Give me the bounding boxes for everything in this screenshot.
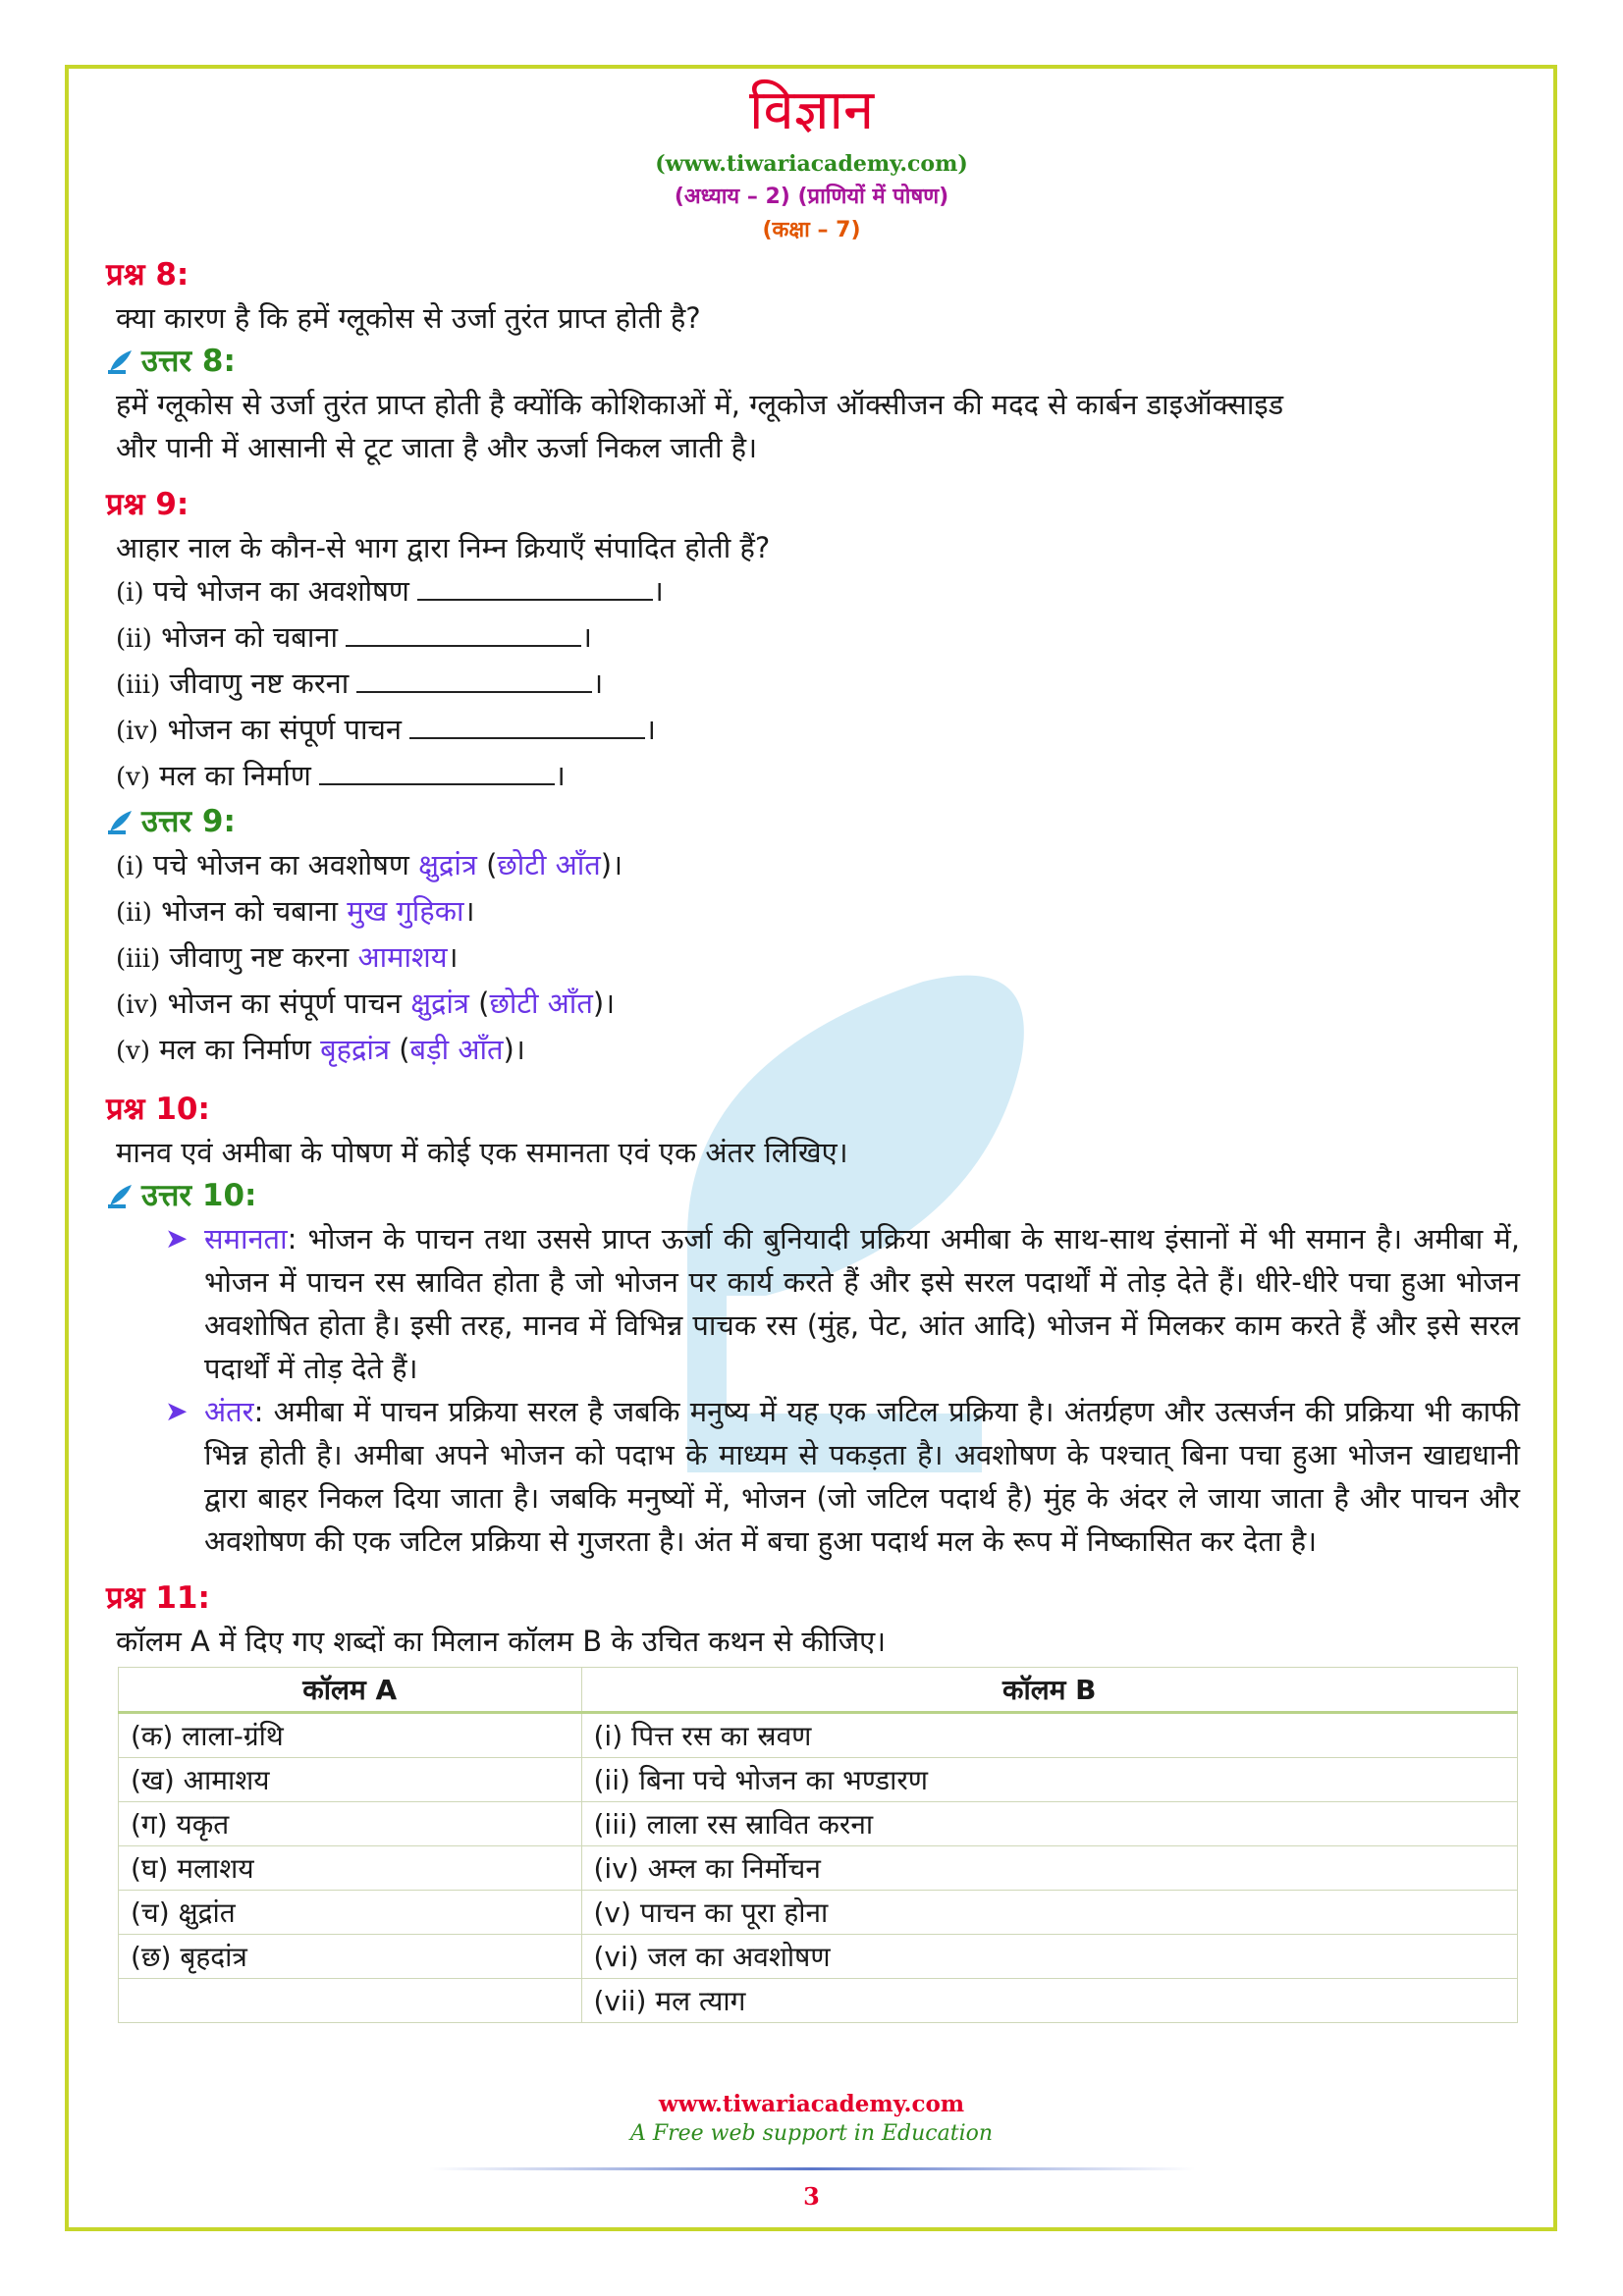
answer-term: मुख गुहिका bbox=[347, 894, 464, 928]
answer-10-heading bbox=[106, 1174, 1520, 1217]
item-end: । bbox=[652, 574, 664, 608]
answer-blank bbox=[409, 708, 645, 739]
table-row bbox=[119, 1846, 1518, 1891]
item-end: । bbox=[554, 759, 566, 792]
difference-paragraph bbox=[204, 1390, 1520, 1563]
answer-8-label: उत्तर 8: bbox=[141, 344, 236, 379]
item-text: भोजन का संपूर्ण पाचन bbox=[167, 987, 403, 1020]
answer-9-item bbox=[106, 935, 1520, 982]
answer-term: क्षुद्रांत्र bbox=[418, 848, 477, 881]
answer-term: क्षुद्रांत्र bbox=[410, 987, 469, 1020]
quill-icon bbox=[106, 807, 135, 836]
answer-10-label: उत्तर 10: bbox=[141, 1178, 257, 1213]
item-number: (i) bbox=[116, 578, 144, 608]
item-text: जीवाणु नष्ट करना bbox=[169, 667, 350, 700]
header-site-link[interactable]: (www.tiwariacademy.com) bbox=[655, 151, 968, 177]
table-row bbox=[119, 1802, 1518, 1846]
column-b-cell: (i) पित्त रस का स्रवण bbox=[581, 1713, 1518, 1758]
page-number: 3 bbox=[803, 2182, 820, 2211]
question-9-item bbox=[106, 662, 1520, 708]
column-a-header: कॉलम A bbox=[119, 1668, 582, 1713]
item-text: भोजन का संपूर्ण पाचन bbox=[167, 713, 403, 746]
question-8-text: क्या कारण है कि हमें ग्लूकोस से उर्जा तुरंत प्राप्त होती है? bbox=[116, 301, 701, 335]
item-end: । bbox=[580, 620, 592, 654]
answer-9-label: उत्तर 9: bbox=[141, 804, 236, 839]
answer-9-item bbox=[106, 889, 1520, 935]
class-line: (कक्षा – 7) bbox=[762, 218, 861, 242]
answer-9-item bbox=[106, 982, 1520, 1028]
item-text: पचे भोजन का अवशोषण bbox=[152, 848, 409, 881]
item-end: )। bbox=[503, 1033, 525, 1066]
item-end: । bbox=[592, 667, 604, 700]
item-number: (v) bbox=[116, 1037, 150, 1066]
item-end: )। bbox=[592, 987, 616, 1020]
column-a-cell: (ख) आमाशय bbox=[119, 1758, 582, 1802]
footer-site-link[interactable]: www.tiwariacademy.com bbox=[658, 2091, 965, 2117]
page-header bbox=[0, 79, 1623, 243]
difference-label: अंतर bbox=[204, 1395, 254, 1428]
column-a-cell: (ग) यकृत bbox=[119, 1802, 582, 1846]
answer-term-alt: छोटी आँत bbox=[497, 848, 601, 881]
question-9-item bbox=[106, 569, 1520, 615]
answer-9-item bbox=[106, 843, 1520, 889]
item-number: (ii) bbox=[116, 624, 152, 654]
table-row bbox=[119, 1979, 1518, 2023]
column-b-cell: (iv) अम्ल का निर्मोचन bbox=[581, 1846, 1518, 1891]
question-9-item bbox=[106, 615, 1520, 662]
column-b-header: कॉलम B bbox=[581, 1668, 1518, 1713]
question-11-label: प्रश्न 11: bbox=[106, 1580, 210, 1616]
item-number: (v) bbox=[116, 763, 150, 792]
item-text: मल का निर्माण bbox=[159, 759, 311, 792]
answer-term: बृहद्रांत्र bbox=[320, 1033, 390, 1066]
footer-divider bbox=[429, 2167, 1195, 2170]
item-text: मल का निर्माण bbox=[159, 1033, 311, 1066]
similarity-bullet bbox=[106, 1217, 1520, 1390]
answer-blank bbox=[417, 569, 653, 601]
answer-9-item bbox=[106, 1028, 1520, 1074]
item-number: (iv) bbox=[116, 717, 159, 746]
item-text: भोजन को चबाना bbox=[161, 620, 338, 654]
column-a-cell: (च) क्षुद्रांत bbox=[119, 1891, 582, 1935]
question-9-label: प्रश्न 9: bbox=[106, 487, 189, 522]
question-9-item bbox=[106, 708, 1520, 754]
item-text: जीवाणु नष्ट करना bbox=[169, 940, 350, 974]
footer-tagline: A Free web support in Education bbox=[629, 2121, 994, 2146]
question-10-text: मानव एवं अमीबा के पोषण में कोई एक समानता एवं एक अंतर लिखिए। bbox=[116, 1136, 848, 1169]
similarity-text: : भोजन के पाचन तथा उससे प्राप्त ऊर्जा की बुनियादी प्रक्रिया अमीबा के साथ-साथ इंसानों में भी समान है। अमीबा में, भोजन में पाचन रस स्रावित होता है जो भोजन पर कार्य करते हैं और इसे सरल पदार्थों में तोड़ देते हैं। धीरे-धीरे पचा हुआ भोजन अवशोषित होता है। इसी तरह, मानव में विभिन्न पाचक रस (मुंह, पेट, आंत आदि) भोजन में मिलकर काम करते हैं और इसे सरल पदार्थों में तोड़ देते हैं। bbox=[204, 1222, 1520, 1385]
item-number: (iii) bbox=[116, 944, 161, 974]
answer-8-line-1: हमें ग्लूकोस से उर्जा तुरंत प्राप्त होती है क्योंकि कोशिकाओं में, ग्लूकोज ऑक्सीजन की मदद से कार्बन डाइऑक्साइड bbox=[116, 388, 1284, 421]
table-row bbox=[119, 1713, 1518, 1758]
paren-open: ( bbox=[478, 987, 490, 1020]
question-10-label: प्रश्न 10: bbox=[106, 1092, 210, 1127]
question-9-item bbox=[106, 754, 1520, 800]
page-footer bbox=[0, 2091, 1623, 2211]
column-b-cell: (vii) मल त्याग bbox=[581, 1979, 1518, 2023]
paren-open: ( bbox=[399, 1033, 410, 1066]
item-text: भोजन को चबाना bbox=[161, 894, 338, 928]
table-header-row bbox=[119, 1668, 1518, 1713]
column-b-cell: (v) पाचन का पूरा होना bbox=[581, 1891, 1518, 1935]
table-row bbox=[119, 1891, 1518, 1935]
answer-8-heading bbox=[106, 340, 1520, 383]
paren-open: ( bbox=[486, 848, 498, 881]
similarity-paragraph bbox=[204, 1217, 1520, 1390]
quill-icon bbox=[106, 1181, 135, 1210]
answer-term: आमाशय bbox=[357, 940, 448, 974]
arrow-bullet-icon: ➤ bbox=[165, 1395, 189, 1427]
column-b-cell: (iii) लाला रस स्रावित करना bbox=[581, 1802, 1518, 1846]
answer-term-alt: बड़ी आँत bbox=[409, 1033, 504, 1066]
main-content bbox=[106, 253, 1520, 2023]
column-a-cell bbox=[119, 1979, 582, 2023]
difference-bullet bbox=[106, 1390, 1520, 1563]
item-text: पचे भोजन का अवशोषण bbox=[152, 574, 409, 608]
question-8-label: प्रश्न 8: bbox=[106, 257, 189, 293]
item-number: (ii) bbox=[116, 898, 152, 928]
answer-blank bbox=[319, 754, 555, 785]
similarity-label: समानता bbox=[204, 1222, 288, 1255]
difference-text: : अमीबा में पाचन प्रक्रिया सरल है जबकि मनुष्य में यह एक जटिल प्रक्रिया है। अंतर्ग्रहण और उत्सर्जन की प्रक्रिया भी काफी भिन्न होती है। अमीबा अपने भोजन को पदाभ के माध्यम से पकड़ता है। अवशोषण के पश्चात् बिना पचा हुआ भोजन खाद्यधानी द्वारा बाहर निकल दिया जाता है। जबकि मनुष्यों में, भोजन (जो जटिल पदार्थ है) मुंह के अंदर ले जाया जाता है और पाचन और अवशोषण की एक जटिल प्रक्रिया से गुजरता है। अंत में बचा हुआ पदार्थ मल के रूप में निष्कासित कर देता है। bbox=[204, 1395, 1520, 1558]
column-b-cell: (vi) जल का अवशोषण bbox=[581, 1935, 1518, 1979]
arrow-bullet-icon: ➤ bbox=[165, 1222, 189, 1255]
column-b-cell: (ii) बिना पचे भोजन का भण्डारण bbox=[581, 1758, 1518, 1802]
matching-table bbox=[118, 1667, 1518, 2023]
table-row bbox=[119, 1935, 1518, 1979]
table-row bbox=[119, 1758, 1518, 1802]
column-a-cell: (छ) बृहदांत्र bbox=[119, 1935, 582, 1979]
column-a-cell: (क) लाला-ग्रंथि bbox=[119, 1713, 582, 1758]
answer-term-alt: छोटी आँत bbox=[489, 987, 593, 1020]
quill-icon bbox=[106, 347, 135, 376]
item-end: )। bbox=[600, 848, 623, 881]
answer-9-heading bbox=[106, 800, 1520, 843]
subject-title: विज्ञान bbox=[748, 79, 875, 142]
item-end: । bbox=[463, 894, 475, 928]
chapter-line: (अध्याय – 2) (प्राणियों में पोषण) bbox=[674, 185, 949, 209]
item-end: । bbox=[447, 940, 459, 974]
answer-blank bbox=[356, 662, 592, 693]
question-11-text: कॉलम A में दिए गए शब्दों का मिलान कॉलम B के उचित कथन से कीजिए। bbox=[116, 1625, 887, 1658]
answer-blank bbox=[346, 615, 581, 647]
item-number: (iv) bbox=[116, 990, 159, 1020]
question-9-text: आहार नाल के कौन-से भाग द्वारा निम्न क्रियाएँ संपादित होती हैं? bbox=[116, 531, 771, 564]
column-a-cell: (घ) मलाशय bbox=[119, 1846, 582, 1891]
item-number: (i) bbox=[116, 852, 144, 881]
item-end: । bbox=[645, 713, 657, 746]
item-number: (iii) bbox=[116, 670, 161, 700]
answer-8-line-2: और पानी में आसानी से टूट जाता है और ऊर्जा निकल जाती है। bbox=[116, 431, 758, 464]
